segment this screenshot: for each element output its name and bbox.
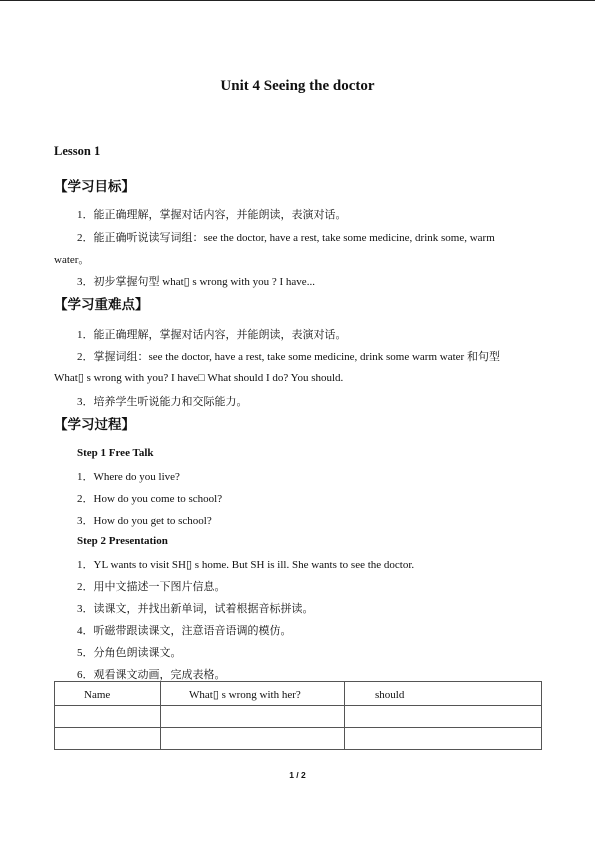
step-2-item: 2．用中文描述一下图片信息。 xyxy=(77,581,226,593)
step-2-item: 6．观看课文动画，完成表格。 xyxy=(77,669,226,681)
step-1-item: 3．How do you get to school? xyxy=(77,515,212,527)
table-cell xyxy=(55,706,161,728)
table-header-cell: What▯ s wrong with her? xyxy=(161,682,345,706)
table-cell xyxy=(161,706,345,728)
step-2-item: 4．听磁带跟读课文，注意语音语调的模仿。 xyxy=(77,625,292,637)
symptom-table xyxy=(54,681,542,750)
section-heading-objectives: 【学习目标】 xyxy=(54,179,135,194)
table-header-cell: Name xyxy=(55,682,161,706)
key-point-item-continued: What▯ s wrong with you? I have□ What should I do? You should. xyxy=(54,372,344,384)
table-row xyxy=(55,706,542,728)
table-header-cell: should xyxy=(345,682,542,706)
table-cell xyxy=(345,706,542,728)
table-cell xyxy=(161,728,345,750)
page-top-rule xyxy=(0,0,595,1)
step-1-item: 2．How do you come to school? xyxy=(77,493,223,505)
table-header-row xyxy=(55,682,542,706)
step-2-item: 5．分角色朗读课文。 xyxy=(77,647,182,659)
key-point-item: 2．掌握词组：see the doctor, have a rest, take some medicine, drink some warm water 和句型 xyxy=(77,351,500,363)
objective-item: 3．初步掌握句型 what▯ s wrong with you ? I have... xyxy=(77,276,315,288)
lesson-heading: Lesson 1 xyxy=(54,144,101,158)
page-number: 1 / 2 xyxy=(289,770,306,780)
objective-item: 2．能正确听说读写词组：see the doctor, have a rest, take some medicine, drink some, warm xyxy=(77,232,495,244)
section-heading-key-points: 【学习重难点】 xyxy=(54,297,149,312)
document-title: Unit 4 Seeing the doctor xyxy=(220,78,375,94)
step-1-item: 1．Where do you live? xyxy=(77,471,180,483)
table-cell xyxy=(55,728,161,750)
key-point-item: 1．能正确理解，掌握对话内容，并能朗读，表演对话。 xyxy=(77,329,347,341)
objective-item: 1．能正确理解，掌握对话内容，并能朗读，表演对话。 xyxy=(77,209,347,221)
table-row xyxy=(55,728,542,750)
section-heading-process: 【学习过程】 xyxy=(54,417,135,432)
step-2-item: 3．读课文，并找出新单词，试着根据音标拼读。 xyxy=(77,603,314,615)
step-1-title: Step 1 Free Talk xyxy=(77,447,154,459)
key-point-item: 3．培养学生听说能力和交际能力。 xyxy=(77,396,248,408)
table-cell xyxy=(345,728,542,750)
objective-item-continued: water。 xyxy=(54,254,90,266)
step-2-title: Step 2 Presentation xyxy=(77,535,168,547)
step-2-item: 1．YL wants to visit SH▯ s home. But SH is ill. She wants to see the doctor. xyxy=(77,559,415,571)
